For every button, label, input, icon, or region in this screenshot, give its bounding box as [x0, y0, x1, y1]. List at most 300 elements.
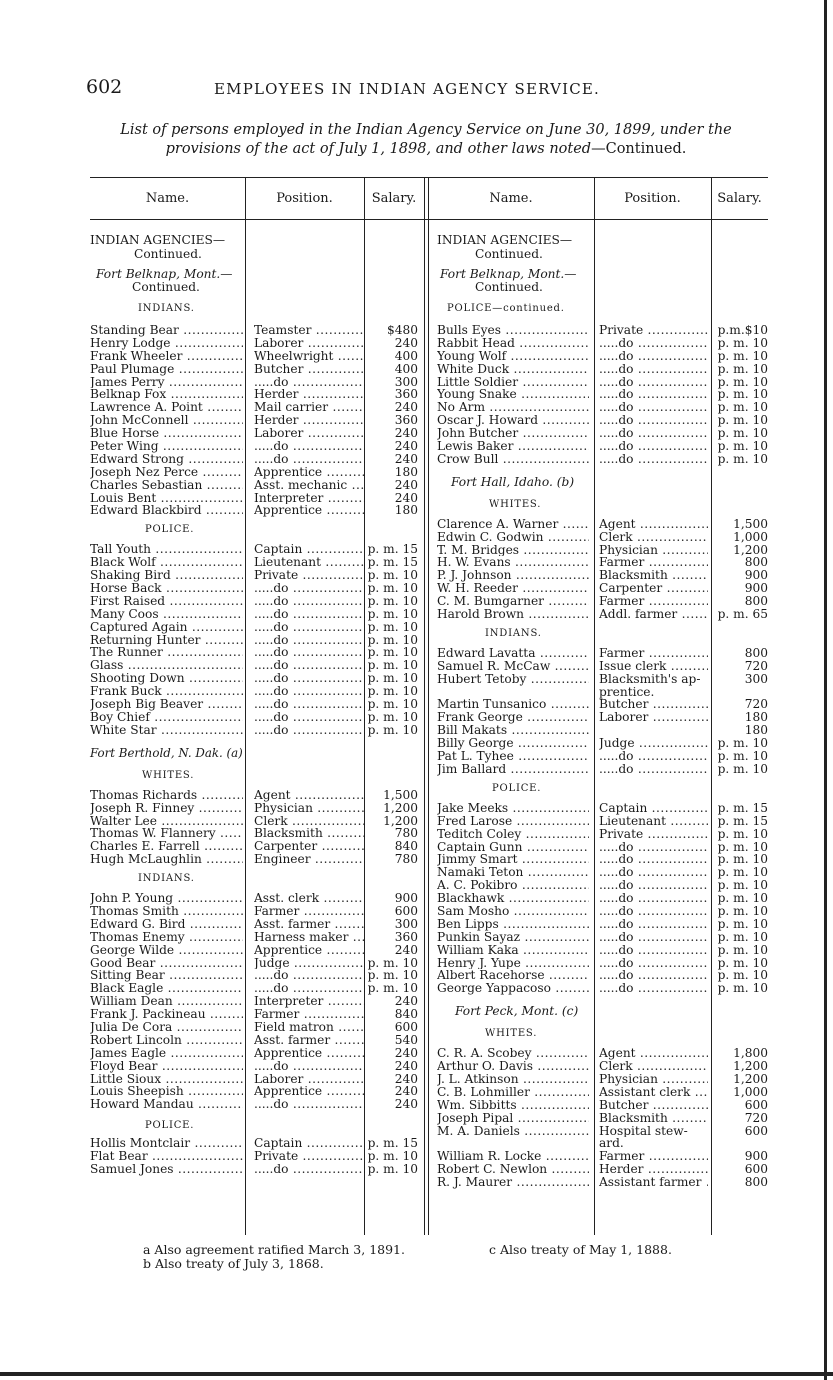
table-row: [90, 853, 424, 866]
employee-name: Shooting Down .....: [90, 672, 243, 685]
employee-position: .....do .....: [254, 376, 365, 389]
table-row: [90, 492, 424, 505]
employee-name: John Butcher .....: [437, 427, 589, 440]
table-row: [90, 892, 424, 905]
employee-position: Agent .....: [599, 518, 708, 531]
employee-position: .....do .....: [254, 1163, 365, 1176]
employee-position: .....do .....: [599, 453, 708, 466]
employee-position: Asst. clerk .....: [254, 892, 365, 905]
employee-position: Private .....: [254, 569, 365, 582]
employee-position: Physician .....: [599, 1073, 708, 1086]
section-label: INDIANS.: [485, 627, 542, 639]
employee-position: Apprentice .....: [254, 504, 365, 517]
employee-name: Black Eagle .....: [90, 982, 243, 995]
employee-salary: p. m. 10: [367, 619, 418, 634]
employee-name: Lewis Baker .....: [437, 440, 589, 453]
table-row: [437, 1060, 769, 1073]
table-row: [437, 828, 769, 841]
employee-name: Many Coos .....: [90, 608, 243, 621]
employee-position: Herder .....: [254, 388, 365, 401]
employee-salary: p. m. 10: [717, 929, 768, 944]
employee-name: W. H. Reeder .....: [437, 582, 589, 595]
employee-salary: p. m. 10: [367, 968, 418, 983]
table-row: [437, 337, 769, 350]
employee-position: Harness maker .....: [254, 931, 365, 944]
table-row: [90, 1047, 424, 1060]
employee-salary: p. m. 15: [367, 542, 418, 557]
employee-salary: p. m. 10: [367, 606, 418, 621]
employee-name: Julia De Cora .....: [90, 1021, 243, 1034]
employee-salary: p. m. 10: [367, 593, 418, 608]
agency-name: Fort Belknap, Mont.—: [440, 267, 577, 281]
employee-name: Blackhawk .....: [437, 892, 589, 905]
employee-name: Ben Lipps .....: [437, 918, 589, 931]
employee-salary: p. m. 10: [717, 826, 768, 841]
employee-name: Good Bear .....: [90, 957, 243, 970]
employee-salary: 600: [744, 1123, 768, 1138]
table-row: [437, 324, 769, 337]
employee-salary: p. m. 10: [717, 439, 768, 454]
section-label: INDIANS.: [138, 303, 195, 314]
row-group-police: [90, 543, 424, 736]
header-name-right: Name.: [489, 191, 533, 206]
table-row: [90, 724, 424, 737]
row-group-police: [437, 324, 769, 466]
employee-salary: 1,200: [733, 1071, 768, 1086]
table-row: [90, 931, 424, 944]
employee-position: .....do .....: [599, 918, 708, 931]
employee-name: The Runner .....: [90, 646, 243, 659]
employee-salary: p. m. 10: [717, 749, 768, 764]
employee-position: Clerk .....: [599, 1060, 708, 1073]
employee-position: Issue clerk .....: [599, 660, 708, 673]
employee-salary: p.m.$10: [717, 323, 768, 337]
employee-salary: p. m. 10: [717, 736, 768, 751]
employee-name: Punkin Sayaz .....: [437, 931, 589, 944]
employee-position: Captain .....: [254, 543, 365, 556]
employee-position: Lieutenant .....: [599, 815, 708, 828]
employee-name: Charles E. Farrell .....: [90, 840, 243, 853]
employee-salary: 180: [744, 723, 768, 738]
employee-position: Butcher .....: [599, 698, 708, 711]
agency-heading: INDIAN AGENCIES—: [90, 233, 226, 247]
table-row: [90, 621, 424, 634]
table-row: [90, 789, 424, 802]
employee-salary: 240: [394, 400, 418, 415]
employee-position: Private .....: [599, 828, 708, 841]
employee-salary: 240: [394, 1084, 418, 1099]
footnote-a: a Also agreement ratified March 3, 1891.: [143, 1242, 405, 1257]
employee-position: .....do .....: [599, 957, 708, 970]
table-row: [90, 401, 424, 414]
employee-name: Samuel R. McCaw .....: [437, 660, 589, 673]
employee-salary: p. m. 10: [717, 400, 768, 415]
employee-salary: 900: [744, 581, 768, 596]
employee-name: No Arm .....: [437, 401, 589, 414]
employee-name: Joseph Nez Perce .....: [90, 466, 243, 479]
employee-name: Young Wolf .....: [437, 350, 589, 363]
section-label: POLICE.: [145, 524, 195, 536]
employee-name: Edward G. Bird .....: [90, 918, 243, 931]
table-row: [437, 660, 769, 673]
employee-salary: 240: [394, 490, 418, 505]
employee-name: Young Snake .....: [437, 388, 589, 401]
employee-name: C. B. Lohmiller .....: [437, 1086, 589, 1099]
employee-position: Wheelwright .....: [254, 350, 365, 363]
employee-name: Blue Horse .....: [90, 427, 243, 440]
employee-name: Bill Makats .....: [437, 724, 589, 737]
employee-salary: p. m. 15: [717, 800, 768, 815]
employee-salary: p. m. 10: [717, 878, 768, 893]
employee-salary: p. m. 15: [717, 813, 768, 828]
employee-position: prentice.: [599, 685, 655, 699]
employee-position: Hospital stew-: [599, 1124, 688, 1138]
employee-name: Flat Bear .....: [90, 1150, 243, 1163]
table-row: [90, 376, 424, 389]
employee-name: Boy Chief .....: [90, 711, 243, 724]
employee-position: .....do .....: [254, 634, 365, 647]
employee-position: Apprentice .....: [254, 466, 365, 479]
table-row: [437, 569, 769, 582]
footnote-b: b Also treaty of July 3, 1868.: [143, 1256, 324, 1271]
section-label: POLICE—continued.: [447, 303, 565, 314]
table-row: [437, 453, 769, 466]
table-row: [90, 905, 424, 918]
employee-salary: p. m. 10: [717, 335, 768, 350]
employee-salary: p. m. 10: [717, 361, 768, 376]
employee-name: Crow Bull .....: [437, 453, 589, 466]
employee-salary: p. m. 10: [367, 709, 418, 724]
table-row: [437, 905, 769, 918]
employee-name: Henry Lodge .....: [90, 337, 243, 350]
employee-salary: p. m. 10: [717, 916, 768, 931]
table-header-rule: [90, 219, 768, 220]
employee-salary: 540: [394, 1032, 418, 1047]
employee-position: .....do .....: [599, 750, 708, 763]
employee-position: Private .....: [254, 1150, 365, 1163]
employee-name: Frank George .....: [437, 711, 589, 724]
employee-position: Farmer .....: [599, 647, 708, 660]
employee-name: Albert Racehorse .....: [437, 969, 589, 982]
table-row: [90, 324, 424, 337]
employee-salary: 1,200: [383, 813, 418, 828]
employee-salary: p. m. 10: [717, 451, 768, 466]
table-top-rule: [90, 177, 768, 178]
employee-salary: 900: [744, 568, 768, 583]
employee-position: Clerk .....: [254, 815, 365, 828]
col-divider: [424, 177, 425, 1235]
employee-name: Henry J. Yupe .....: [437, 957, 589, 970]
employee-salary: p. m. 10: [717, 903, 768, 918]
employee-salary: 240: [394, 1097, 418, 1112]
employee-position: .....do .....: [254, 672, 365, 685]
employee-name: Floyd Bear .....: [90, 1060, 243, 1073]
table-row: [437, 1137, 769, 1150]
employee-name: Hollis Montclair .....: [90, 1137, 243, 1150]
employee-salary: 240: [394, 451, 418, 466]
employee-name: M. A. Daniels .....: [437, 1125, 589, 1138]
table-row: [90, 1060, 424, 1073]
employee-name: Lawrence A. Point .....: [90, 401, 243, 414]
employee-position: Agent .....: [254, 789, 365, 802]
table-row: [437, 1163, 769, 1176]
employee-position: .....do .....: [599, 376, 708, 389]
table-row: [90, 582, 424, 595]
employee-position: Addl. farmer .....: [599, 608, 708, 621]
employee-salary: 1,200: [733, 1059, 768, 1074]
employee-position: .....do .....: [599, 388, 708, 401]
table-row: [90, 504, 424, 517]
employee-name: Edward Blackbird .....: [90, 504, 243, 517]
employee-position: Asst. mechanic .....: [254, 479, 365, 492]
employee-salary: 600: [744, 1162, 768, 1177]
employee-position: Herder .....: [254, 414, 365, 427]
employee-salary: 720: [744, 1110, 768, 1125]
employee-position: .....do .....: [599, 841, 708, 854]
employee-position: .....do .....: [254, 608, 365, 621]
employee-name: Little Soldier .....: [437, 376, 589, 389]
employee-name: Rabbit Head .....: [437, 337, 589, 350]
employee-salary: 360: [394, 929, 418, 944]
employee-salary: p. m. 10: [367, 568, 418, 583]
table-row: [90, 1073, 424, 1086]
employee-salary: $480: [386, 323, 418, 337]
employee-name: George Wilde .....: [90, 944, 243, 957]
employee-salary: p. m. 10: [717, 839, 768, 854]
employee-salary: 180: [394, 464, 418, 479]
employee-salary: 720: [744, 658, 768, 673]
table-row: [90, 1098, 424, 1111]
employee-name: Frank Wheeler .....: [90, 350, 243, 363]
employee-salary: p. m. 10: [367, 645, 418, 660]
employee-salary: p. m. 10: [717, 761, 768, 776]
employee-position: .....do .....: [254, 659, 365, 672]
employee-position: .....do .....: [599, 401, 708, 414]
employee-salary: 240: [394, 942, 418, 957]
employee-position: Blacksmith's ap-: [599, 672, 701, 686]
employee-salary: 240: [394, 1058, 418, 1073]
page-border-bottom: [0, 1372, 833, 1376]
employee-position: .....do .....: [254, 698, 365, 711]
table-row: [90, 608, 424, 621]
employee-name: Peter Wing .....: [90, 440, 243, 453]
employee-name: H. W. Evans .....: [437, 556, 589, 569]
employee-name: P. J. Johnson .....: [437, 569, 589, 582]
employee-name: Thomas Enemy .....: [90, 931, 243, 944]
header-name-left: Name.: [145, 191, 190, 206]
employee-name: Hubert Tetoby .....: [437, 673, 589, 686]
employee-name: Charles Sebastian .....: [90, 479, 243, 492]
employee-salary: 240: [394, 1045, 418, 1060]
table-row: [90, 453, 424, 466]
employee-name: Bulls Eyes .....: [437, 324, 589, 337]
employee-position: .....do .....: [254, 1060, 365, 1073]
table-row: [90, 802, 424, 815]
employee-name: James Eagle .....: [90, 1047, 243, 1060]
table-row: [90, 363, 424, 376]
table-row: [90, 711, 424, 724]
table-row: [437, 544, 769, 557]
employee-position: .....do .....: [599, 350, 708, 363]
table-row: [437, 763, 769, 776]
header-position-left: Position.: [276, 191, 333, 206]
section-label: WHITES.: [485, 1028, 538, 1040]
table-row: [90, 595, 424, 608]
employee-name: John McConnell .....: [90, 414, 243, 427]
table-row: [437, 531, 769, 544]
employee-name: J. L. Atkinson .....: [437, 1073, 589, 1086]
table-row: [90, 337, 424, 350]
employee-salary: p. m. 10: [367, 658, 418, 673]
employee-position: Farmer .....: [254, 1008, 365, 1021]
employee-position: .....do .....: [599, 944, 708, 957]
employee-name: Jimmy Smart .....: [437, 853, 589, 866]
employee-name: Paul Plumage .....: [90, 363, 243, 376]
employee-position: Farmer .....: [254, 905, 365, 918]
row-group-whites: [90, 789, 424, 866]
employee-position: Blacksmith .....: [254, 827, 365, 840]
employee-salary: p. m. 10: [367, 722, 418, 737]
employee-salary: p. m. 10: [717, 891, 768, 906]
table-row: [90, 414, 424, 427]
employee-salary: 300: [744, 671, 768, 686]
table-row: [437, 1099, 769, 1112]
employee-name: C. M. Bumgarner .....: [437, 595, 589, 608]
employee-name: Joseph Big Beaver .....: [90, 698, 243, 711]
employee-position: Teamster .....: [254, 324, 365, 337]
row-group-whites: [437, 1047, 769, 1189]
employee-name: Frank J. Packineau .....: [90, 1008, 243, 1021]
employee-salary: p. m. 10: [717, 387, 768, 402]
employee-salary: 240: [394, 335, 418, 350]
table-row: [437, 1125, 769, 1138]
employee-salary: 300: [394, 916, 418, 931]
employee-salary: p. m. 15: [367, 1136, 418, 1151]
employee-position: .....do .....: [599, 337, 708, 350]
row-group-indians: [90, 324, 424, 517]
employee-position: .....do .....: [599, 440, 708, 453]
employee-position: .....do .....: [599, 931, 708, 944]
employee-name: William R. Locke .....: [437, 1150, 589, 1163]
table-row: [437, 518, 769, 531]
running-head: EMPLOYEES IN INDIAN AGENCY SERVICE.: [214, 80, 601, 98]
employee-name: Belknap Fox .....: [90, 388, 243, 401]
employee-name: White Duck .....: [437, 363, 589, 376]
employee-name: Black Wolf .....: [90, 556, 243, 569]
employee-name: Thomas Smith .....: [90, 905, 243, 918]
table-row: [90, 944, 424, 957]
employee-position: .....do .....: [254, 440, 365, 453]
table-row: [437, 698, 769, 711]
table-row: [90, 1085, 424, 1098]
employee-name: William Dean .....: [90, 995, 243, 1008]
agency-heading-cont: Continued.: [134, 247, 202, 261]
caption-italic: List of persons employed in the Indian Agency Service on June 30, 1899, under the provisions of the act of July 1, 1898, and other laws noted: [120, 122, 732, 157]
employee-name: Captured Again .....: [90, 621, 243, 634]
table-row: [90, 479, 424, 492]
employee-position: Mail carrier .....: [254, 401, 365, 414]
employee-name: Horse Back .....: [90, 582, 243, 595]
table-row: [437, 556, 769, 569]
employee-position: Captain .....: [599, 802, 708, 815]
employee-name: Teditch Coley .....: [437, 828, 589, 841]
page-number: 602: [86, 76, 123, 98]
employee-salary: p. m. 10: [717, 955, 768, 970]
employee-position: Interpreter .....: [254, 995, 365, 1008]
employee-position: Field matron .....: [254, 1021, 365, 1034]
employee-position: Assistant clerk .....: [599, 1086, 708, 1099]
employee-position: Farmer .....: [599, 1150, 708, 1163]
table-row: [90, 698, 424, 711]
employee-position: .....do .....: [254, 685, 365, 698]
employee-position: Physician .....: [599, 544, 708, 557]
table-row: [90, 982, 424, 995]
employee-salary: p. m. 10: [367, 632, 418, 647]
employee-salary: 180: [744, 710, 768, 725]
employee-name: Robert C. Newlon .....: [437, 1163, 589, 1176]
table-row: [437, 802, 769, 815]
employee-position: .....do .....: [599, 414, 708, 427]
employee-position: .....do .....: [599, 763, 708, 776]
employee-name: Edward Lavatta .....: [437, 647, 589, 660]
section-label: POLICE.: [492, 782, 542, 794]
table-row: [437, 931, 769, 944]
left-column: [90, 234, 424, 1176]
employee-position: Blacksmith .....: [599, 569, 708, 582]
employee-salary: p. m. 10: [367, 1161, 418, 1176]
employee-position: Carpenter .....: [599, 582, 708, 595]
employee-position: .....do .....: [254, 646, 365, 659]
employee-salary: p. m. 10: [367, 684, 418, 699]
employee-name: Fred Larose .....: [437, 815, 589, 828]
table-row: [437, 1073, 769, 1086]
employee-name: Martin Tunsanico .....: [437, 698, 589, 711]
agency-name: Fort Berthold, N. Dak. (a): [90, 745, 243, 760]
employee-name: Walter Lee .....: [90, 815, 243, 828]
employee-position: .....do .....: [599, 853, 708, 866]
employee-position: Laborer .....: [254, 1073, 365, 1086]
employee-position: Private .....: [599, 324, 708, 337]
employee-salary: 240: [394, 477, 418, 492]
table-row: [437, 1112, 769, 1125]
employee-name: James Perry .....: [90, 376, 243, 389]
employee-salary: 600: [394, 1019, 418, 1034]
employee-salary: p. m. 10: [717, 981, 768, 996]
employee-name: Wm. Sibbitts .....: [437, 1099, 589, 1112]
employee-salary: p. m. 10: [717, 942, 768, 957]
employee-name: Frank Buck .....: [90, 685, 243, 698]
table-row: [90, 918, 424, 931]
employee-salary: p. m. 10: [717, 413, 768, 428]
employee-salary: p. m. 10: [367, 697, 418, 712]
table-row: [437, 1150, 769, 1163]
employee-name: A. C. Pokibro .....: [437, 879, 589, 892]
employee-name: Pat L. Tyhee .....: [437, 750, 589, 763]
caption-roman: —Continued.: [591, 141, 687, 157]
row-group-whites: [437, 518, 769, 621]
table-row: [90, 1163, 424, 1176]
employee-name: Billy George .....: [437, 737, 589, 750]
employee-salary: 800: [744, 555, 768, 570]
employee-position: .....do .....: [599, 363, 708, 376]
employee-name: Little Sioux .....: [90, 1073, 243, 1086]
employee-salary: 1,200: [733, 542, 768, 557]
employee-salary: 720: [744, 697, 768, 712]
employee-name: Captain Gunn .....: [437, 841, 589, 854]
employee-name: Samuel Jones .....: [90, 1163, 243, 1176]
table-row: [90, 427, 424, 440]
employee-name: Edwin C. Godwin .....: [437, 531, 589, 544]
